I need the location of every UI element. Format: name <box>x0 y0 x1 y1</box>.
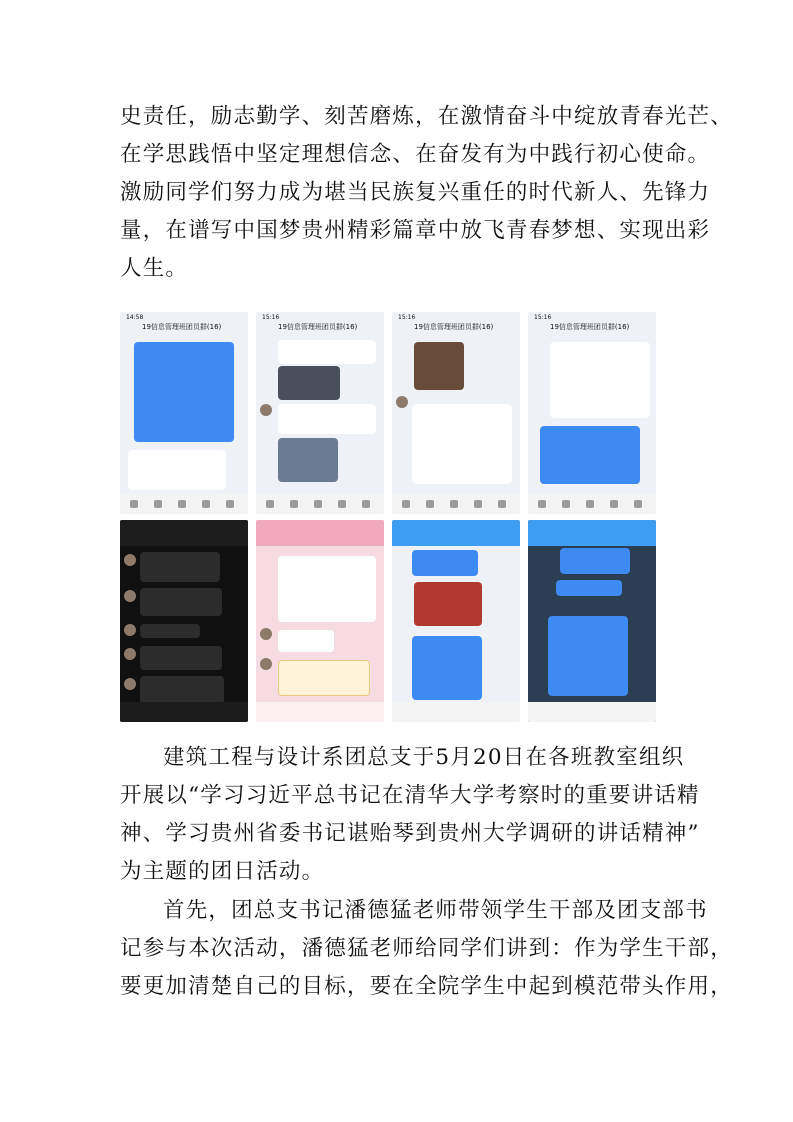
status-time: 15:16 <box>534 314 552 321</box>
text-line: 神、学习贵州省委书记谌贻琴到贵州大学调研的讲话精神” <box>120 821 700 846</box>
status-time: 15:16 <box>262 314 280 321</box>
text-line: 要更加清楚自己的目标，要在全院学生中起到模范带头作用， <box>120 974 733 999</box>
chat-screenshot-2 <box>256 312 384 514</box>
message-bubble <box>560 548 630 574</box>
camera-icon <box>314 500 322 508</box>
more-icon <box>498 500 506 508</box>
paragraph-1 <box>120 98 733 288</box>
avatar <box>124 648 136 660</box>
avatar <box>124 678 136 690</box>
text-line: 首先，团总支书记潘德猛老师带领学生干部及团支部书 <box>163 898 708 923</box>
chat-input-bar <box>120 494 248 514</box>
text-line: 建筑工程与设计系团总支于5月20日在各班教室组织 <box>163 745 685 770</box>
text-line: 记参与本次活动，潘德猛老师给同学们讲到：作为学生干部， <box>120 936 733 961</box>
chat-screenshot-gallery <box>120 312 658 722</box>
chat-title: 19信息管理班团员群(16) <box>142 323 222 331</box>
message-bubble <box>140 676 224 704</box>
chat-screenshot-6 <box>256 520 384 722</box>
message-bubble <box>278 404 376 434</box>
message-bubble <box>278 660 370 696</box>
voice-icon <box>402 500 410 508</box>
photo-message <box>278 366 340 400</box>
paragraph-3 <box>120 892 733 1006</box>
text-line: 激励同学们努力成为堪当民族复兴重任的时代新人、先锋力 <box>120 180 711 205</box>
camera-icon <box>450 500 458 508</box>
message-bubble <box>556 580 622 596</box>
text-line: 为主题的团日活动。 <box>120 859 325 884</box>
message-bubble <box>548 616 628 696</box>
avatar <box>260 658 272 670</box>
chat-input-bar <box>392 494 520 514</box>
emoji-icon <box>474 500 482 508</box>
message-bubble <box>134 342 234 442</box>
message-bubble <box>278 556 376 622</box>
text-line: 史责任，励志勤学、刻苦磨炼，在激情奋斗中绽放青春光芒、 <box>120 104 733 129</box>
chat-input-bar <box>528 494 656 514</box>
chat-title: 19信息管理班团员群(16) <box>414 323 494 331</box>
voice-icon <box>130 500 138 508</box>
status-time: 15:16 <box>398 314 416 321</box>
message-bubble <box>140 552 220 582</box>
paragraph-2 <box>120 739 700 891</box>
chat-screenshot-8 <box>528 520 656 722</box>
avatar <box>124 590 136 602</box>
message-bubble <box>412 550 478 576</box>
chat-header <box>392 520 520 546</box>
avatar <box>124 624 136 636</box>
text-line: 量，在谱写中国梦贵州精彩篇章中放飞青春梦想、实现出彩 <box>120 218 711 243</box>
avatar <box>124 554 136 566</box>
image-icon <box>426 500 434 508</box>
image-icon <box>562 500 570 508</box>
chat-header <box>120 312 248 338</box>
message-bubble <box>128 450 226 490</box>
message-bubble <box>412 636 482 700</box>
voice-icon <box>266 500 274 508</box>
camera-icon <box>586 500 594 508</box>
chat-input-bar <box>256 494 384 514</box>
status-time: 14:58 <box>126 314 144 321</box>
chat-screenshot-7 <box>392 520 520 722</box>
chat-header <box>392 312 520 338</box>
message-bubble <box>412 404 512 484</box>
chat-header <box>528 520 656 546</box>
more-icon <box>226 500 234 508</box>
camera-icon <box>178 500 186 508</box>
message-bubble <box>140 588 222 616</box>
more-icon <box>362 500 370 508</box>
message-bubble <box>278 630 334 652</box>
emoji-icon <box>610 500 618 508</box>
voice-icon <box>538 500 546 508</box>
emoji-icon <box>202 500 210 508</box>
chat-header <box>528 312 656 338</box>
emoji-icon <box>338 500 346 508</box>
chat-screenshot-5 <box>120 520 248 722</box>
chat-title: 19信息管理班团员群(16) <box>550 323 630 331</box>
chat-title: 19信息管理班团员群(16) <box>278 323 358 331</box>
chat-input-bar <box>120 702 248 722</box>
image-icon <box>290 500 298 508</box>
chat-screenshot-3 <box>392 312 520 514</box>
message-bubble <box>550 342 650 418</box>
message-bubble <box>140 624 200 638</box>
photo-message <box>278 438 338 482</box>
avatar <box>260 404 272 416</box>
photo-message <box>414 342 464 390</box>
chat-screenshot-1 <box>120 312 248 514</box>
message-bubble <box>140 646 222 670</box>
image-icon <box>154 500 162 508</box>
avatar <box>396 396 408 408</box>
chat-header <box>256 312 384 338</box>
photo-message <box>414 582 482 626</box>
chat-header <box>256 520 384 546</box>
chat-header <box>120 520 248 546</box>
message-bubble <box>278 340 376 364</box>
chat-input-bar <box>392 702 520 722</box>
text-line: 在学思践悟中坚定理想信念、在奋发有为中践行初心使命。 <box>120 142 711 167</box>
chat-input-bar <box>528 702 656 722</box>
more-icon <box>634 500 642 508</box>
message-bubble <box>540 426 640 484</box>
chat-input-bar <box>256 702 384 722</box>
text-line: 人生。 <box>120 256 189 281</box>
avatar <box>260 628 272 640</box>
chat-screenshot-4 <box>528 312 656 514</box>
text-line: 开展以“学习习近平总书记在清华大学考察时的重要讲话精 <box>120 783 700 808</box>
